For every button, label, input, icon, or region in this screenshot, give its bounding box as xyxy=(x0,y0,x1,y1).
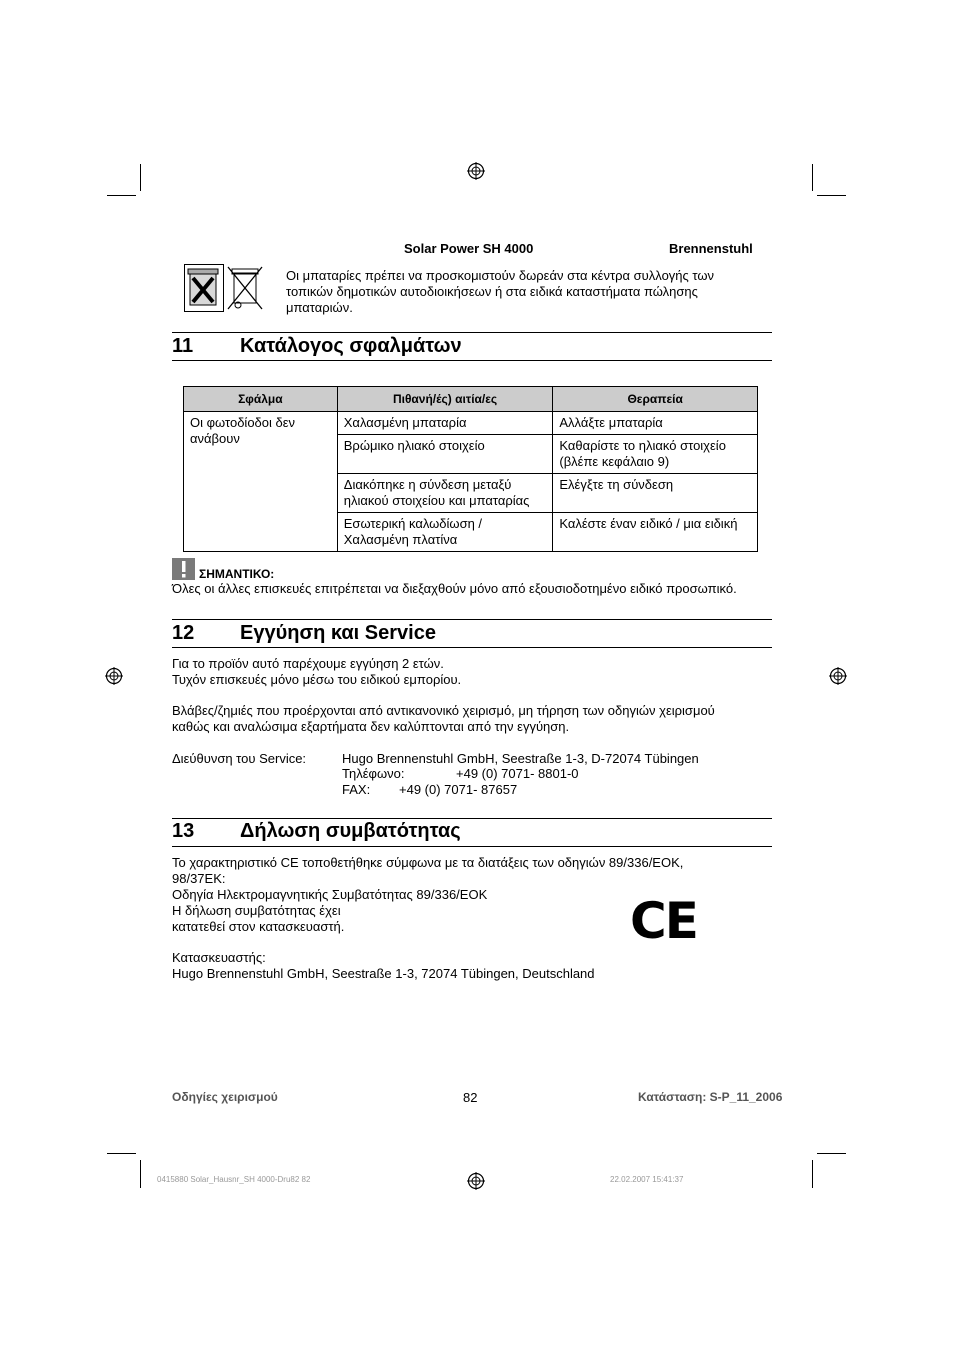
conformity-line: κατατεθεί στον κατασκευαστή. xyxy=(172,919,345,934)
header-brand: Brennenstuhl xyxy=(669,241,753,256)
battery-note-line: Οι μπαταρίες πρέπει να προσκομιστούν δωρεάν στα κέντρα συλλογής των xyxy=(286,268,715,283)
print-slug-right: 22.02.2007 15:41:37 xyxy=(610,1175,684,1184)
crop-mark xyxy=(812,1160,813,1188)
remedy-cell-line: (βλέπε κεφάλαιο 9) xyxy=(559,454,670,469)
section-title: Κατάλογος σφαλμάτων xyxy=(240,335,462,357)
exclamation-warning-icon xyxy=(172,558,195,580)
cause-cell-line: Χαλασμένη πλατίνα xyxy=(343,532,458,547)
registration-mark-icon xyxy=(467,1172,485,1190)
cause-cell-line: ηλιακού στοιχείου και μπαταρίας xyxy=(343,493,530,508)
table-row xyxy=(184,412,758,435)
footer-right: Κατάσταση: S-P_11_2006 xyxy=(638,1090,783,1104)
service-fax: +49 (0) 7071- 87657 xyxy=(399,782,518,797)
warranty-line: καθώς και αναλώσιμα εξαρτήματα δεν καλύπτονται από την εγγύηση. xyxy=(172,719,570,734)
cause-cell-line: Βρώμικο ηλιακό στοιχείο xyxy=(343,438,485,453)
section-rule xyxy=(172,647,772,648)
crossed-out-wheelie-bin-icon xyxy=(184,264,224,312)
fault-table xyxy=(183,386,758,552)
section-rule xyxy=(172,332,772,333)
battery-note-line: τοπικών δημοτικών αυτοδιοικήσεων ή στα ειδικά καταστήματα πώλησης xyxy=(286,284,698,299)
section-rule xyxy=(172,619,772,620)
print-slug-left: 0415880 Solar_Hausnr_SH 4000-Dru82 82 xyxy=(157,1175,311,1184)
crop-mark xyxy=(140,164,141,191)
footer-left: Οδηγίες χειρισμού xyxy=(172,1090,278,1104)
cause-cell-line: Εσωτερική καλωδίωση / xyxy=(343,516,483,531)
ce-mark-logo: CE xyxy=(630,892,697,950)
section-number: 11 xyxy=(172,335,194,357)
section-rule xyxy=(172,846,772,847)
section-title: Δήλωση συμβατότητας xyxy=(240,820,461,842)
important-text: Όλες οι άλλες επισκευές επιτρέπεται να διεξαχθούν μόνο από εξουσιοδοτημένο ειδικό προσωπικό. xyxy=(172,581,737,596)
manufacturer-label: Κατασκευαστής: xyxy=(172,950,266,965)
remedy-cell-line: Καλέστε έναν ειδικό / μια ειδική xyxy=(559,516,738,531)
service-address-label: Διεύθυνση του Service: xyxy=(172,751,307,766)
section-number: 12 xyxy=(172,622,195,644)
crop-mark xyxy=(812,164,813,191)
section-title: Εγγύηση και Service xyxy=(240,622,436,644)
service-address: Hugo Brennenstuhl GmbH, Seestraße 1-3, D-72074 Tübingen xyxy=(342,751,699,766)
warranty-line: Τυχόν επισκευές μόνο μέσω του ειδικού εμπορίου. xyxy=(172,672,462,687)
crop-mark xyxy=(817,195,846,196)
important-label: ΣΗΜΑΝΤΙΚΟ: xyxy=(199,567,275,581)
section-rule xyxy=(172,818,772,819)
section-rule xyxy=(172,360,772,361)
battery-note-line: μπαταριών. xyxy=(286,300,353,315)
service-phone: +49 (0) 7071- 8801-0 xyxy=(456,766,579,781)
crop-mark xyxy=(107,195,136,196)
crop-mark xyxy=(140,1160,141,1188)
cause-cell-line: Χαλασμένη μπαταρία xyxy=(343,415,467,430)
service-phone-label: Τηλέφωνο: xyxy=(342,766,405,781)
fault-cell-line: Οι φωτοδίοδοι δεν xyxy=(190,415,296,430)
conformity-line: Το χαρακτηριστικό CE τοποθετήθηκε σύμφωνα με τα διατάξεις των οδηγιών 89/336/ΕΟΚ, xyxy=(172,855,684,870)
conformity-line: Η δήλωση συμβατότητας έχει xyxy=(172,903,341,918)
table-header: Σφάλμα xyxy=(184,387,338,412)
section-number: 13 xyxy=(172,820,195,842)
header-product: Solar Power SH 4000 xyxy=(404,241,534,256)
crossed-out-wheelie-bin-icon xyxy=(226,264,264,312)
conformity-line: Οδηγία Ηλεκτρομαγνητικής Συμβατότητας 89/336/ΕΟΚ xyxy=(172,887,488,902)
registration-mark-icon xyxy=(829,667,847,685)
table-header: Θεραπεία xyxy=(553,387,758,412)
page-number: 82 xyxy=(463,1090,478,1105)
remedy-cell-line: Ελέγξτε τη σύνδεση xyxy=(559,477,674,492)
cause-cell-line: Διακόπηκε η σύνδεση μεταξύ xyxy=(343,477,512,492)
warranty-line: Βλάβες/ζημιές που προέρχονται από αντικανονικό χειρισμό, μη τήρηση των οδηγιών χειρισμού xyxy=(172,703,715,718)
crop-mark xyxy=(817,1153,846,1154)
fault-cell-line: ανάβουν xyxy=(190,431,240,446)
registration-mark-icon xyxy=(467,162,485,180)
remedy-cell-line: Καθαρίστε το ηλιακό στοιχείο xyxy=(559,438,726,453)
warranty-line: Για το προϊόν αυτό παρέχουμε εγγύηση 2 ετών. xyxy=(172,656,444,671)
conformity-line: 98/37ΕΚ: xyxy=(172,871,226,886)
service-fax-label: FAX: xyxy=(342,782,371,797)
registration-mark-icon xyxy=(105,667,123,685)
crop-mark xyxy=(107,1153,136,1154)
remedy-cell-line: Αλλάξτε μπαταρία xyxy=(559,415,663,430)
table-header: Πιθανή/ές) αιτία/ες xyxy=(337,387,553,412)
manufacturer: Hugo Brennenstuhl GmbH, Seestraße 1-3, 72074 Tübingen, Deutschland xyxy=(172,966,595,981)
